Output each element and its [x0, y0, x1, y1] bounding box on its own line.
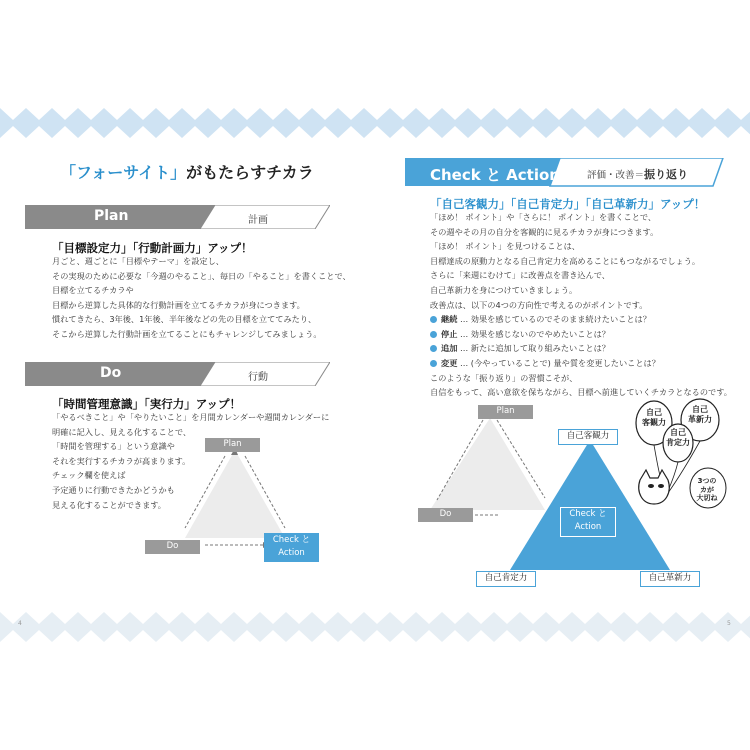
ca-line: 「ほめ！ ポイント」や「さらに！ ポイント」を書くことで、 — [430, 212, 657, 222]
bullet-item: 追加 … 新たに追加して取り組みたいことは？ — [430, 341, 732, 356]
balloon-objectivity-text: 自己 客観力 — [642, 408, 666, 427]
diagram-check-action-box — [560, 507, 616, 537]
check-action-subtitle: 評価・改善＝振り返り — [587, 168, 689, 181]
plan-section-bar — [25, 205, 330, 229]
plan-line: そこから逆算した行動計画を立てることにもチャレンジしてみましょう。 — [52, 328, 322, 339]
balloon-affirmation-text: 自己 肯定力 — [666, 428, 690, 447]
plan-body — [52, 254, 351, 342]
ca-line: 改善点は、以下の4つの方向性で考えるのがポイントです。 — [430, 299, 648, 310]
do-line: それを実行するチカラが高まります。 — [52, 455, 191, 466]
plan-line: 目標から逆算した具体的な行動計画を立てるチカラが身につきます。 — [52, 299, 305, 310]
cycle-action-label: Action — [278, 548, 305, 558]
bullet-dot-icon — [430, 316, 437, 323]
do-line: チェック欄を使えば — [52, 470, 126, 481]
plan-line: 月ごと、週ごとに「目標やテーマ」を設定し、 — [52, 256, 224, 266]
ca-closing: 自信をもって、高い意欲を保ちながら、目標へ前進していくチカラとなるのです。 — [430, 387, 732, 398]
bullet-dot-icon — [430, 331, 437, 338]
ca-line: その週やその月の自分を客観的に見るチカラが身につきます。 — [430, 226, 659, 237]
cycle-plan-box: Plan — [205, 438, 260, 452]
do-line: 「時間を管理する」という意識や — [52, 441, 175, 452]
bullet-dot-icon — [430, 360, 437, 367]
bullet-item: 継続 … 効果を感じているのでそのまま続けたいことは？ — [430, 312, 732, 327]
bottom-chevron-band — [0, 612, 750, 642]
diagram-check-label: Check と — [569, 509, 607, 519]
do-title: Do — [100, 365, 122, 381]
ca-line: 目標達成の原動力となる自己肯定力を高めることにもつながるでしょう。 — [430, 255, 701, 266]
cycle-check-label: Check と — [272, 535, 311, 545]
do-section-bar — [25, 362, 330, 386]
plan-title: Plan — [94, 208, 129, 224]
check-action-title: Check と Action — [430, 166, 560, 184]
ca-line: さらに「来週にむけて」に改善点を書き込んで、 — [430, 270, 610, 281]
self-affirmation-box: 自己肯定力 — [476, 571, 536, 587]
plan-heading: 「目標設定力」「行動計画力」アップ！ — [52, 241, 253, 255]
do-heading: 「時間管理意識」「実行力」アップ！ — [52, 397, 241, 411]
do-line: 「やるべきこと」や「やりたいこと」を月間カレンダーや週間カレンダーに — [52, 412, 330, 422]
plan-line: 慣れてきたら、3年後、1年後、半年後などの先の目標を立ててみたり、 — [52, 314, 317, 325]
plan-line: その実現のために必要な「今週のやること」、毎日の「やること」を書くことで、 — [52, 270, 351, 281]
bullet-dot-icon — [430, 345, 437, 352]
page-number-right: 5 — [727, 620, 731, 627]
page-number-left: 4 — [18, 620, 22, 627]
diagram-action-label: Action — [574, 522, 602, 532]
bullet-item: 変更 … (今やっていることで) 量や質を変更したいことは？ — [430, 356, 732, 371]
cat-speech-text: 3つの カが 大切ね — [696, 477, 718, 502]
self-objectivity-box: 自己客観力 — [558, 429, 618, 445]
check-action-heading: 「自己客観力」「自己肯定力」「自己革新力」アップ！ — [430, 197, 706, 211]
page-heading: 「フォーサイト」がもたらすチカラ — [60, 163, 314, 182]
diagram-plan-box: Plan — [478, 405, 533, 419]
bullet-item: 停止 … 効果を感じないのでやめたいことは？ — [430, 327, 732, 342]
cycle-do-box: Do — [145, 540, 200, 554]
ca-closing: このような「振り返り」の習慣こそが、 — [430, 372, 578, 383]
top-chevron-band — [0, 108, 750, 138]
do-line: 予定通りに行動できたかどうかも — [52, 484, 175, 495]
plan-subtitle: 計画 — [248, 215, 268, 226]
plan-line: 目標を立てるチカラや — [52, 285, 134, 296]
diagram-do-box: Do — [418, 508, 473, 522]
do-subtitle: 行動 — [248, 372, 268, 383]
balloon-innovation-text: 自己 革新力 — [688, 405, 712, 424]
self-innovation-box: 自己革新力 — [640, 571, 700, 587]
ca-line: 「ほめ！ ポイント」を見つけることは、 — [430, 241, 580, 252]
ca-line: 自己革新力を身につけていきましょう。 — [430, 284, 578, 295]
do-line: 明確に記入し、見える化することで、 — [52, 426, 192, 437]
do-line: 見える化することができます。 — [52, 499, 166, 510]
check-action-body — [430, 210, 732, 400]
cycle-check-action-box — [264, 533, 319, 562]
